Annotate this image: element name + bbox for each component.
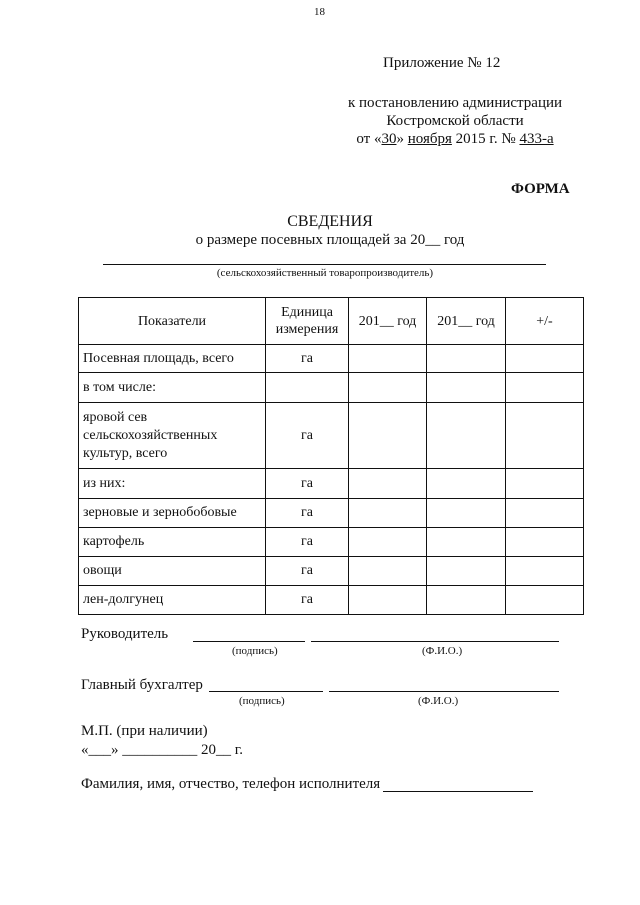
row-unit: га (266, 499, 349, 528)
form-label: ФОРМА (511, 181, 570, 197)
document-subtitle: о размере посевных площадей за 20__ год (195, 232, 465, 248)
cell-difference[interactable] (506, 373, 584, 403)
accountant-signature-line[interactable] (209, 691, 323, 692)
decree-number: 433-а (519, 131, 554, 147)
cell-year-2[interactable] (427, 557, 506, 586)
accountant-label: Главный бухгалтер (81, 677, 203, 693)
row-unit: га (266, 586, 349, 615)
header-difference: +/- (506, 298, 584, 345)
table-row (79, 557, 584, 586)
row-unit: га (266, 469, 349, 499)
header-year-2: 201__ год (427, 298, 506, 345)
producer-caption: (сельскохозяйственный товаропроизводитель) (216, 267, 434, 279)
row-label: картофель (79, 528, 266, 557)
acreage-table (78, 297, 584, 615)
row-unit: га (266, 528, 349, 557)
cell-difference[interactable] (506, 403, 584, 469)
cell-year-2[interactable] (427, 586, 506, 615)
head-name-line[interactable] (311, 641, 559, 642)
header-year-1: 201__ год (349, 298, 427, 345)
decree-line-3 (330, 130, 580, 148)
cell-year-2[interactable] (427, 528, 506, 557)
decree-line-1: к постановлению администрации (347, 95, 563, 111)
cell-year-2[interactable] (427, 499, 506, 528)
accountant-name-caption: (Ф.И.О.) (418, 695, 459, 707)
head-name-caption: (Ф.И.О.) (422, 645, 463, 657)
cell-year-1[interactable] (349, 557, 427, 586)
row-label: лен-долгунец (79, 586, 266, 615)
table-row (79, 373, 584, 403)
producer-fill-line[interactable] (103, 264, 546, 265)
table-row (79, 345, 584, 373)
cell-year-2[interactable] (427, 373, 506, 403)
cell-year-2[interactable] (427, 403, 506, 469)
table-row (79, 586, 584, 615)
accountant-name-line[interactable] (329, 691, 559, 692)
row-unit (266, 373, 349, 403)
executor-fill-line[interactable] (383, 791, 533, 792)
executor-label: Фамилия, имя, отчество, телефон исполнителя (81, 776, 381, 792)
row-unit: га (266, 403, 349, 469)
cell-year-1[interactable] (349, 499, 427, 528)
decree-from: от « (356, 131, 382, 147)
head-label: Руководитель (81, 626, 169, 642)
cell-difference[interactable] (506, 469, 584, 499)
cell-difference[interactable] (506, 586, 584, 615)
cell-difference[interactable] (506, 345, 584, 373)
row-label: зерновые и зернобобовые (79, 499, 266, 528)
row-label: яровой сев сельскохозяйственных культур, всего (79, 403, 266, 469)
row-unit: га (266, 345, 349, 373)
cell-year-1[interactable] (349, 403, 427, 469)
row-label: из них: (79, 469, 266, 499)
table-row (79, 403, 584, 469)
cell-year-1[interactable] (349, 528, 427, 557)
row-label: в том числе: (79, 373, 266, 403)
decree-year: 2015 г. № (451, 131, 520, 147)
date-line[interactable]: «___» __________ 20__ г. (81, 742, 243, 758)
header-unit: Единица измерения (266, 298, 349, 345)
cell-difference[interactable] (506, 499, 584, 528)
decree-month: ноября (407, 131, 452, 147)
table-row (79, 528, 584, 557)
table-header-row (79, 298, 584, 345)
accountant-sign-caption: (подпись) (239, 695, 285, 707)
decree-day: 30 (381, 131, 397, 147)
cell-year-2[interactable] (427, 469, 506, 499)
row-label: овощи (79, 557, 266, 586)
appendix-heading: Приложение № 12 (383, 55, 501, 71)
decree-reference (330, 94, 580, 148)
page-number: 18 (314, 6, 325, 18)
table-row (79, 469, 584, 499)
cell-year-1[interactable] (349, 586, 427, 615)
decree-mid: » (396, 131, 408, 147)
cell-difference[interactable] (506, 557, 584, 586)
document-title: СВЕДЕНИЯ (287, 213, 373, 230)
cell-year-2[interactable] (427, 345, 506, 373)
cell-difference[interactable] (506, 528, 584, 557)
table-row (79, 499, 584, 528)
decree-line-2: Костромской области (386, 113, 524, 129)
stamp-label: М.П. (при наличии) (81, 723, 208, 739)
row-label: Посевная площадь, всего (79, 345, 266, 373)
cell-year-1[interactable] (349, 345, 427, 373)
head-sign-caption: (подпись) (232, 645, 278, 657)
head-signature-line[interactable] (193, 641, 305, 642)
row-unit: га (266, 557, 349, 586)
cell-year-1[interactable] (349, 373, 427, 403)
cell-year-1[interactable] (349, 469, 427, 499)
header-indicators: Показатели (79, 298, 266, 345)
